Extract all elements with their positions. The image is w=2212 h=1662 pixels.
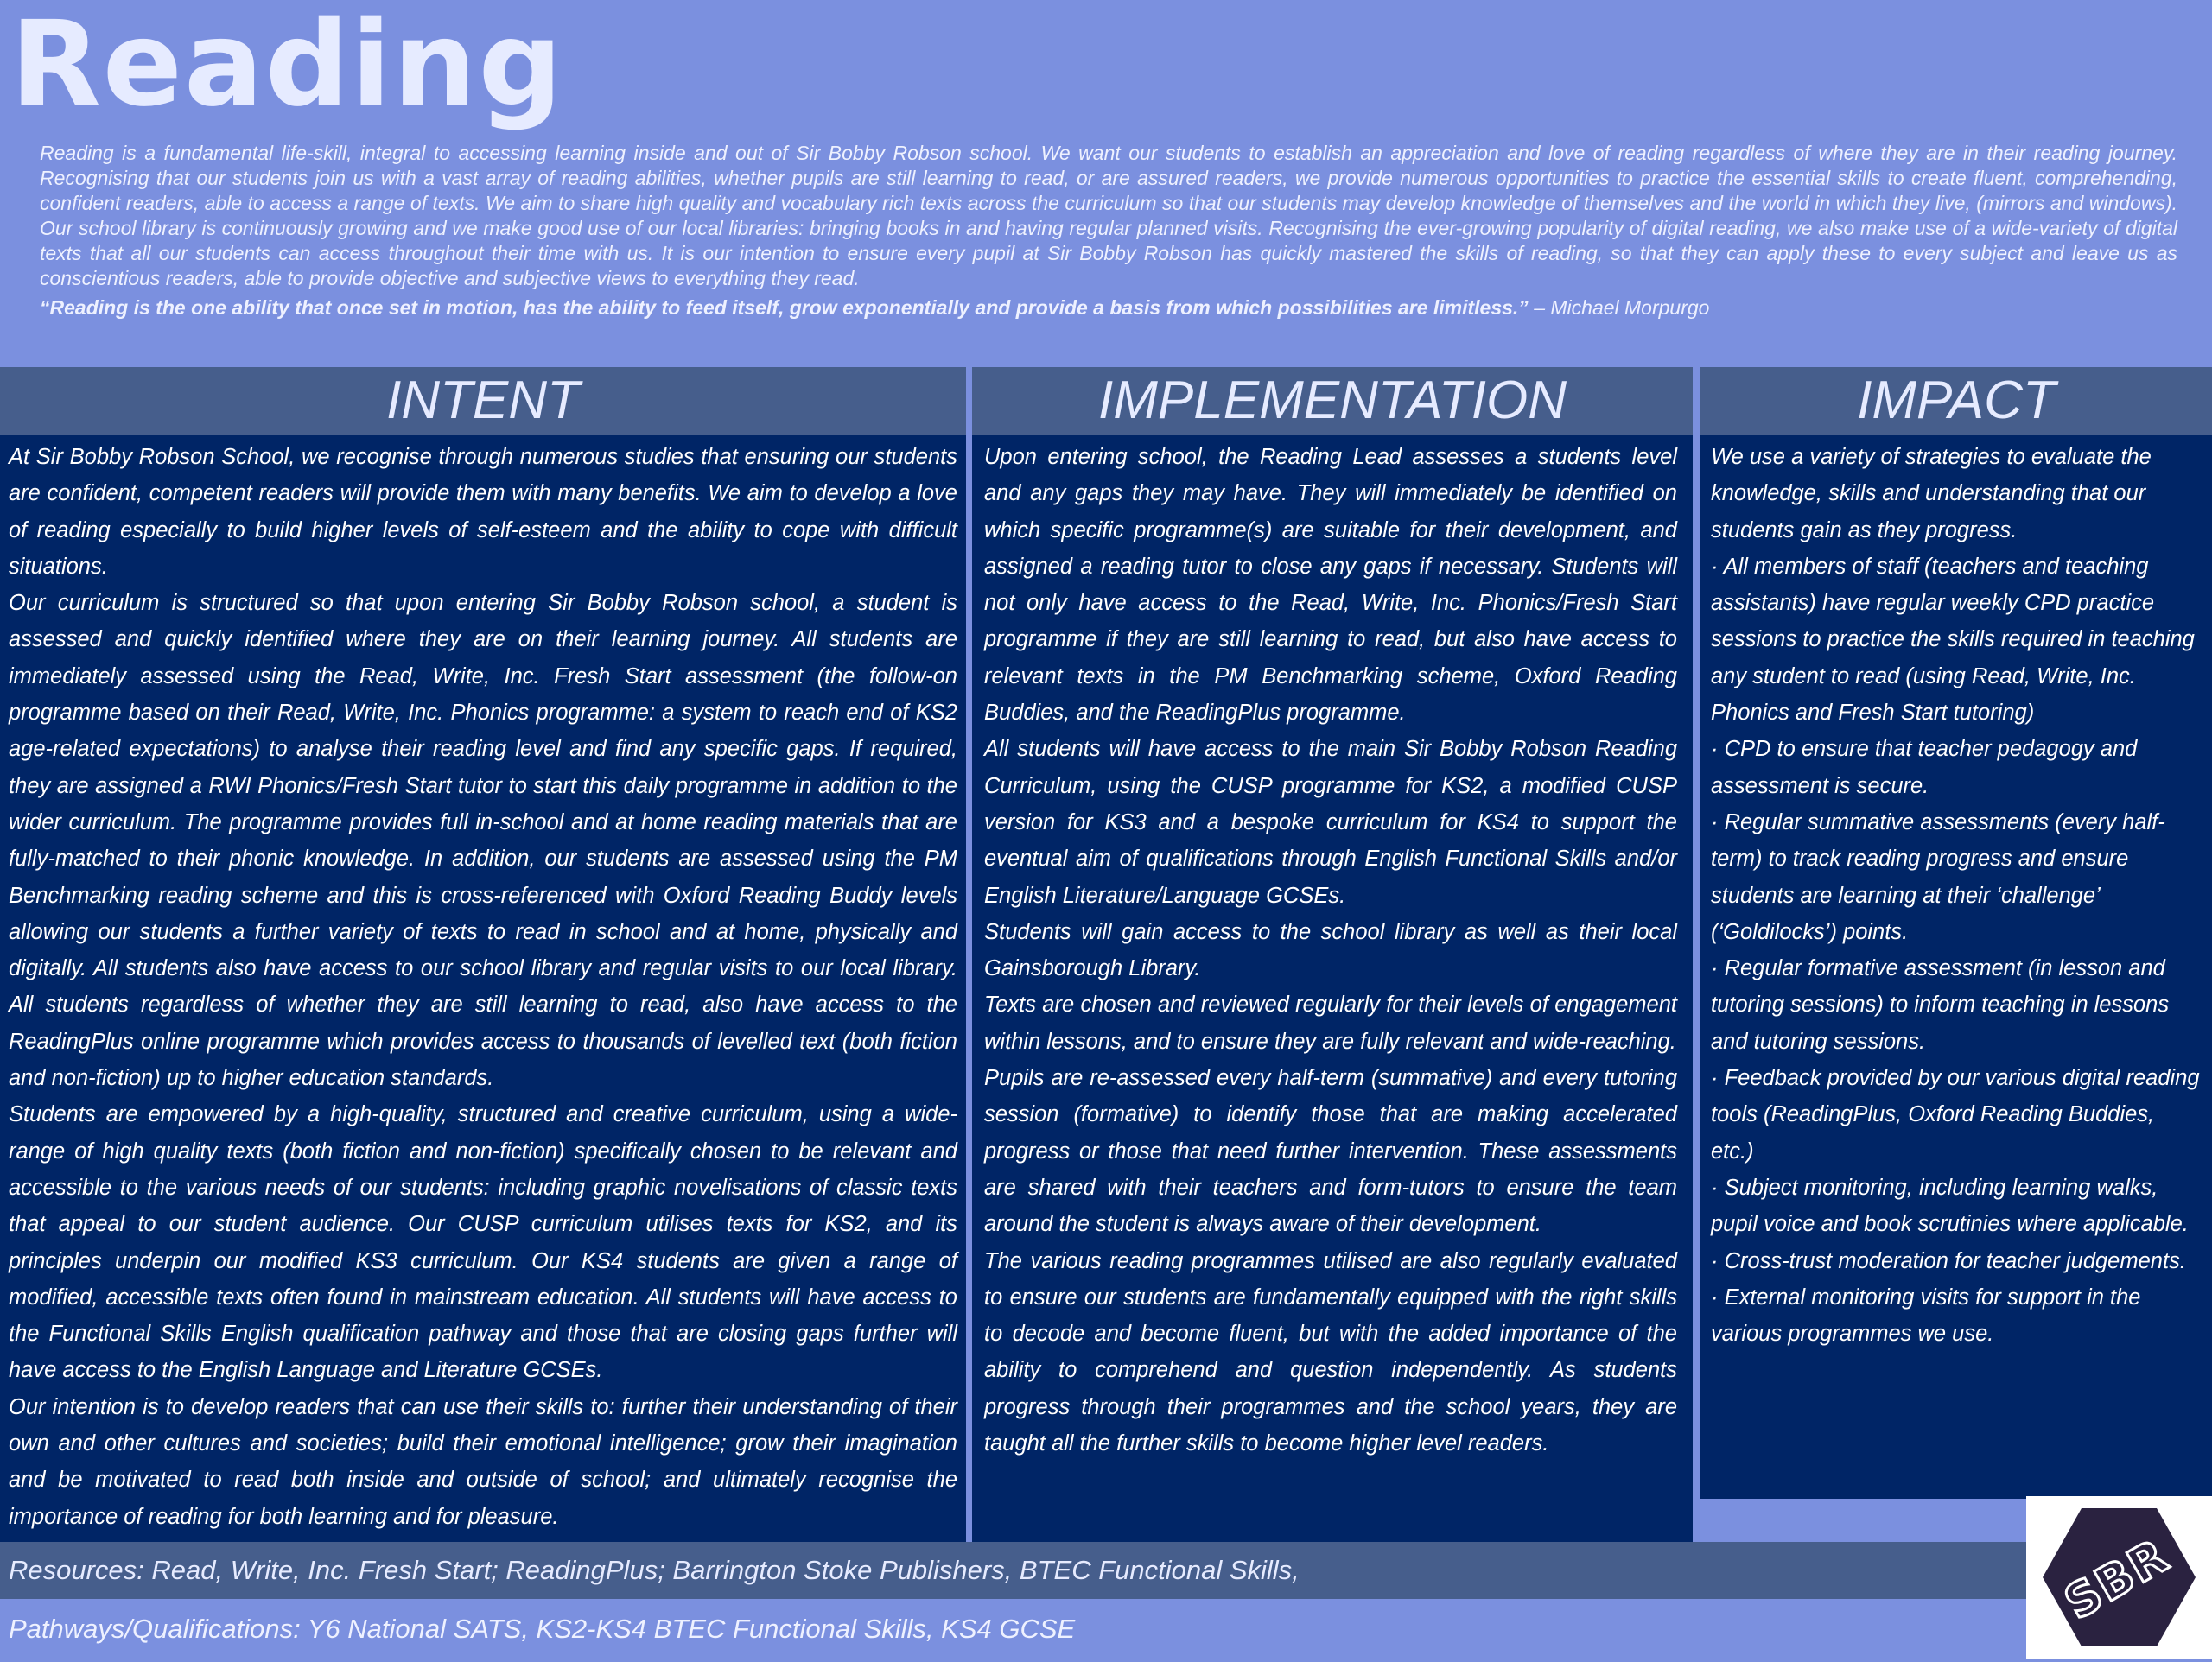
implementation-paragraph: Students will gain access to the school library as well as their local Gainsborough Library. bbox=[984, 919, 1677, 981]
impact-paragraph: We use a variety of strategies to evaluate the knowledge, skills and understanding that our students gain as they progress. bbox=[1711, 445, 2152, 542]
school-logo bbox=[2026, 1496, 2212, 1659]
implementation-paragraph: Texts are chosen and reviewed regularly for their levels of engagement within lessons, and to ensure they are fully relevant and wide-reaching. bbox=[984, 993, 1677, 1054]
implementation-paragraph: All students will have access to the main Sir Bobby Robson Reading Curriculum, using the CUSP programme for KS2, a modified CUSP version for KS3 and a bespoke curriculum for KS4 to support the eventual aim of qualifications through English Functional Skills and/or English Literature/Language GCSEs. bbox=[984, 737, 1677, 908]
intent-paragraph: At Sir Bobby Robson School, we recognise through numerous studies that ensuring our students are confident, competent readers will provide them with many benefits. We aim to develop a love of reading especially to build higher levels of self-esteem and the ability to cope with difficult situations. bbox=[9, 445, 957, 579]
impact-bullet: · Subject monitoring, including learning walks, pupil voice and book scrutinies where applicable. bbox=[1711, 1175, 2189, 1237]
impact-bullet: · Feedback provided by our various digital reading tools (ReadingPlus, Oxford Reading Buddies, etc.) bbox=[1711, 1066, 2200, 1164]
impact-bullet: · External monitoring visits for support in the various programmes we use. bbox=[1711, 1285, 2141, 1347]
logo-text: SBR bbox=[2055, 1527, 2178, 1631]
sbr-hexagon-logo-icon bbox=[2026, 1496, 2212, 1659]
implementation-paragraph: Upon entering school, the Reading Lead assesses a students level and any gaps they may have. They will immediately be identified on which specific programme(s) are suitable for their development, and assigned a reading tutor to close any gaps if necessary. Students will not only have access to the Read, Write, Inc. Phonics/Fresh Start programme if they are still learning to read, but also have access to relevant texts in the PM Benchmarking scheme, Oxford Reading Buddies, and the ReadingPlus programme. bbox=[984, 445, 1677, 726]
implementation-paragraph: The various reading programmes utilised are also regularly evaluated to ensure our students are fundamentally equipped with the right skills to decode and become fluent, but with the added importance of the ability to comprehend and question independently. As students progress through their programmes and the school years, they are taught all the further skills to become higher level readers. bbox=[984, 1248, 1677, 1456]
impact-bullet: · Regular summative assessments (every half-term) to track reading progress and ensure students are learning at their ‘challenge’ (‘Goldilocks’) points. bbox=[1711, 809, 2165, 944]
quote bbox=[40, 295, 2177, 320]
intent-heading: INTENT bbox=[0, 367, 966, 435]
intent-paragraph: Students are empowered by a high-quality, structured and creative curriculum, using a wide-range of high quality texts (both fiction and non-fiction) specifically chosen to be relevant and accessible to the various needs of our students: including graphic novelisations of classic texts that appeal to our student audience. Our CUSP curriculum utilises texts for KS2, and its principles underpin our modified KS3 curriculum. Our KS4 students are given a range of modified, accessible texts often found in mainstream education. All students will have access to the Functional Skills English qualification pathway and those that are closing gaps further will have access to the English Language and Literature GCSEs. bbox=[9, 1102, 957, 1383]
implementation-column bbox=[972, 435, 1693, 1542]
page-title: Reading bbox=[10, 0, 564, 133]
intent-paragraph: Our intention is to develop readers that can use their skills to: further their understanding of their own and other cultures and societies; build their emotional intelligence; grow their imagination and be motivated to read both inside and outside of school; and ultimately recognise the importance of reading for both learning and for pleasure. bbox=[9, 1394, 957, 1529]
implementation-paragraph: Pupils are re-assessed every half-term (summative) and every tutoring session (formative) to identify those that are making accelerated progress or those that need further intervention. These assessments are shared with their teachers and form-tutors to ensure the team around the student is always aware of their development. bbox=[984, 1066, 1677, 1237]
impact-bullet: · CPD to ensure that teacher pedagogy and assessment is secure. bbox=[1711, 737, 2138, 798]
intent-column bbox=[0, 435, 966, 1542]
quote-author: – Michael Morpurgo bbox=[1528, 296, 1710, 319]
intro-paragraph bbox=[40, 141, 2177, 291]
intro-text: Reading is a fundamental life-skill, integral to accessing learning inside and out of Sir Bobby Robson school. We want our students to establish an appreciation and love of reading regardless of where they are in their reading journey. Recognising that our students join us with a vast array of reading abilities, whether pupils are still learning to read, or are assured readers, we provide numerous opportunities to practice the essential skills to create fluent, comprehending, confident readers, able to access a range of texts. We aim to share high quality and vocabulary rich texts across the curriculum so that our students may develop knowledge of themselves and the world in which they live, (mirrors and windows). Our school library is continuously growing and we make good use of our local libraries: bringing books in and having regular planned visits. Recognising the ever-growing popularity of digital reading, we also make use of a wide-variety of digital texts that all our students can access throughout their time with us. It is our intention to ensure every pupil at Sir Bobby Robson has quickly mastered the skills of reading, so that they can apply these to every subject and leave us as conscientious readers, able to provide objective and subjective views to everything they read. bbox=[40, 142, 2177, 289]
impact-bullet: · Cross-trust moderation for teacher judgements. bbox=[1711, 1248, 2186, 1273]
quote-text: “Reading is the one ability that once set in motion, has the ability to feed itself, grow exponentially and provide a basis from which possibilities are limitless.” bbox=[40, 296, 1529, 319]
impact-bullet: · Regular formative assessment (in lesson and tutoring sessions) to inform teaching in lessons and tutoring sessions. bbox=[1711, 956, 2170, 1054]
impact-column bbox=[1700, 435, 2212, 1499]
pathways-bar: Pathways/Qualifications: Y6 National SATS, KS2-KS4 BTEC Functional Skills, KS4 GCSE bbox=[9, 1614, 1076, 1644]
implementation-heading: IMPLEMENTATION bbox=[972, 367, 1693, 435]
intent-paragraph: Our curriculum is structured so that upon entering Sir Bobby Robson school, a student is assessed and quickly identified where they are on their learning journey. All students are immediately assessed using the Read, Write, Inc. Fresh Start assessment (the follow-on programme based on their Read, Write, Inc. Phonics programme: a system to reach end of KS2 age-related expectations) to analyse their reading level and find any specific gaps. If required, they are assigned a RWI Phonics/Fresh Start tutor to start this daily programme in addition to the wider curriculum. The programme provides full in-school and at home reading materials that are fully-matched to their phonic knowledge. In addition, our students are assessed using the PM Benchmarking reading scheme and this is cross-referenced with Oxford Reading Buddy levels allowing our students a further variety of texts to read in school and at home, physically and digitally. All students also have access to our school library and regular visits to our local library. All students regardless of whether they are still learning to read, also have access to the ReadingPlus online programme which provides access to thousands of levelled text (both fiction and non-fiction) up to higher education standards. bbox=[9, 591, 957, 1091]
impact-bullet: · All members of staff (teachers and teaching assistants) have regular weekly CPD practice sessions to practice the skills required in teaching any student to read (using Read, Write, Inc. Phonics and Fresh Start tutoring) bbox=[1711, 554, 2195, 726]
resources-bar: Resources: Read, Write, Inc. Fresh Start; ReadingPlus; Barrington Stoke Publishers, BTEC Functional Skills, bbox=[0, 1542, 2026, 1599]
impact-heading: IMPACT bbox=[1700, 367, 2212, 435]
